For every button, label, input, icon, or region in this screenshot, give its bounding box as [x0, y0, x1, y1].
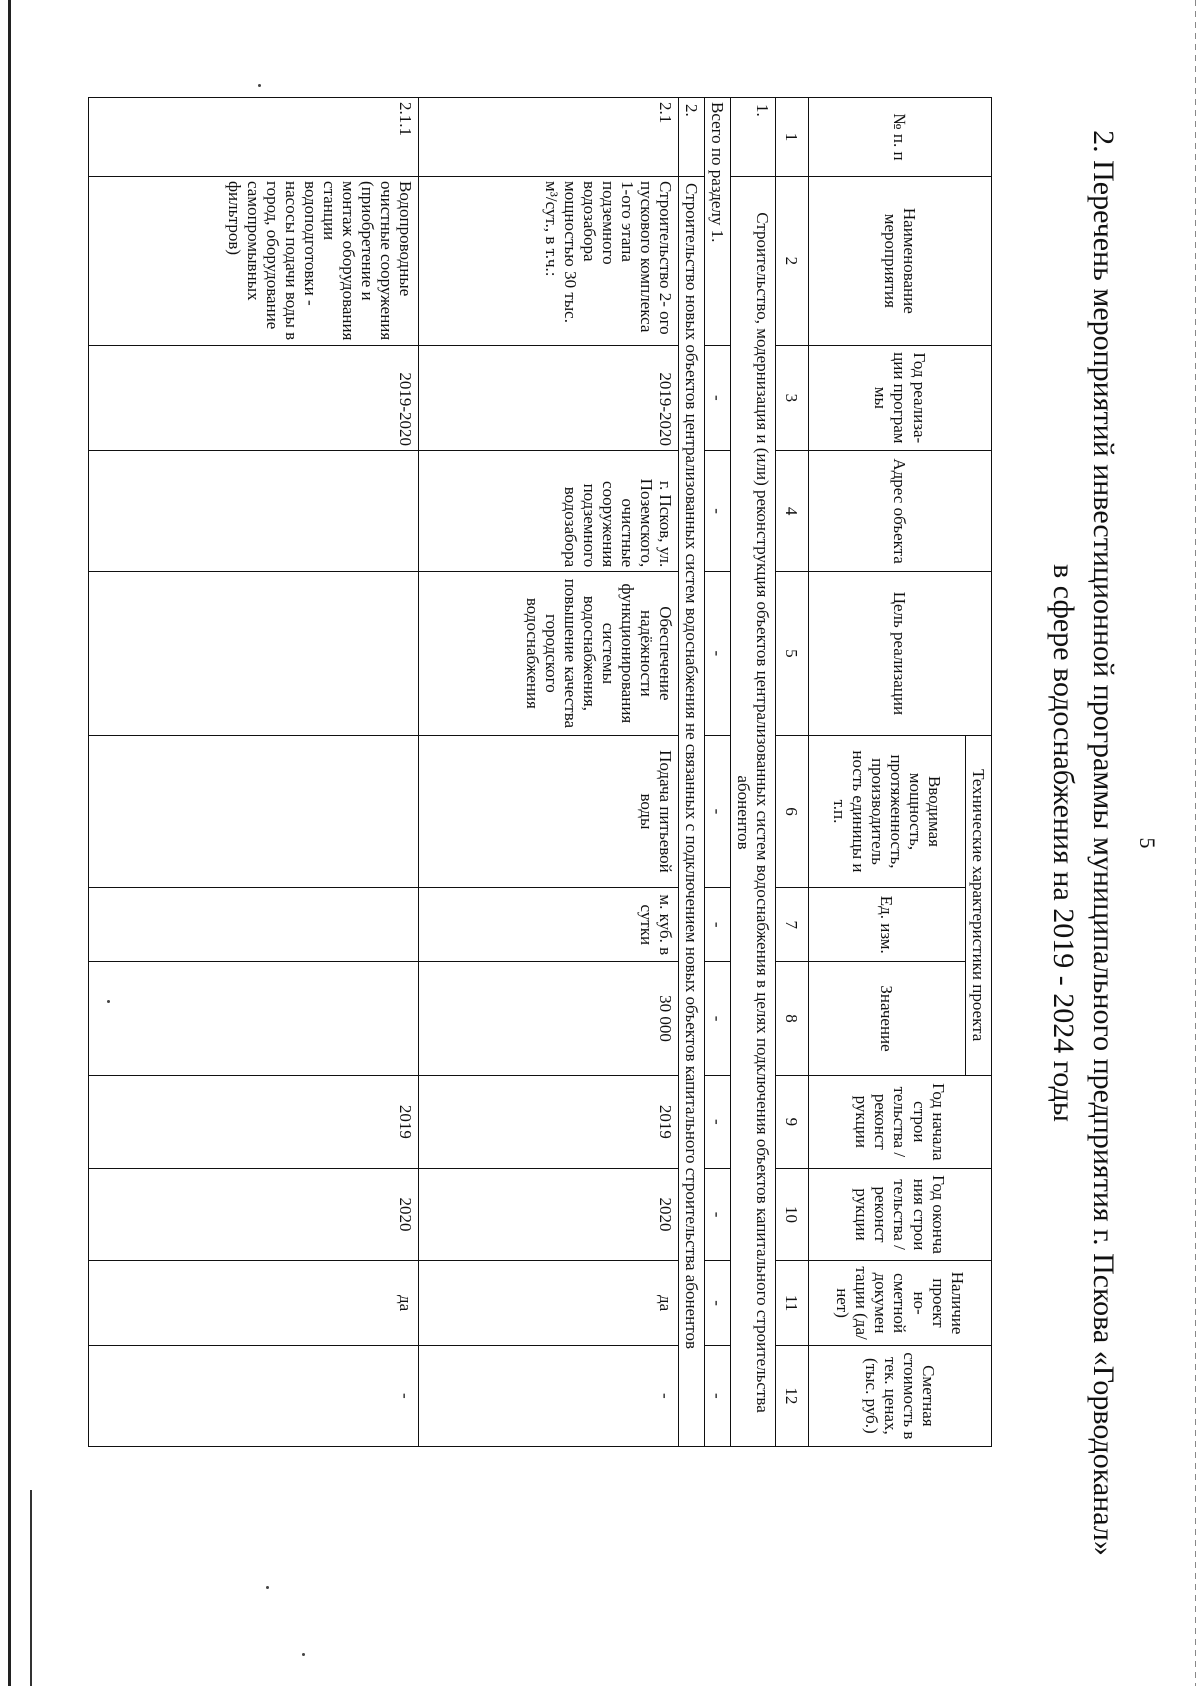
row-goal	[88, 572, 418, 735]
row-name: Водопроводные очистные сооружения (приобретение и монтаж оборудования станции водоподготовки - насосы подачи воды в город, оборудование самопромывных фильтров)	[88, 177, 418, 346]
header-num: № п. п	[808, 98, 991, 177]
column-number-row	[775, 98, 808, 1447]
column-number: 5	[775, 572, 808, 735]
header-docs: Наличие проект но-сметной докумен тации (да/нет)	[808, 1261, 991, 1345]
column-number: 4	[775, 451, 808, 572]
column-number: 6	[775, 735, 808, 888]
page-number: 5	[1135, 837, 1160, 849]
row-start: 2019	[418, 1075, 678, 1168]
section-1-title: Строительство, модернизация и (или) реконструкция объектов централизованных систем водоснабжения в целях подключения объектов капитального строительства абонентов	[730, 177, 775, 1447]
total-1-value: -	[704, 1075, 730, 1168]
row-goal: Обеспечение надёжности функционирования системы водоснабжения, повышение качества городского водоснабжения	[418, 572, 678, 735]
row-value	[88, 962, 418, 1076]
total-1-value: -	[704, 1168, 730, 1261]
document-title: 2. Перечень мероприятий инвестиционной программы муниципального предприятия г. Пскова «Горводоканал»	[1087, 130, 1120, 1556]
investment-table	[88, 97, 992, 1447]
section-2-title: Строительство новых объектов централизованных систем водоснабжения не связанных с подключением новых объектов капитального строительства абонентов	[678, 177, 704, 1447]
column-number: 12	[775, 1345, 808, 1446]
document-subtitle: в сфере водоснабжения на 2019 - 2024 годы	[1047, 564, 1080, 1122]
header-tech: Технические характеристики проекта	[965, 735, 991, 1075]
header-row	[965, 98, 991, 1447]
total-1-value: -	[704, 572, 730, 735]
header-capacity: Вводимая мощность, протяженность, производитель ность единицы и т.п.	[808, 735, 965, 888]
row-docs: да	[418, 1261, 678, 1345]
row-capacity: Подача питьевой воды	[418, 735, 678, 888]
table-row	[88, 98, 418, 1447]
row-end: 2020	[418, 1168, 678, 1261]
row-docs: да	[88, 1261, 418, 1345]
row-end: 2020	[88, 1168, 418, 1261]
row-year: 2019-2020	[418, 345, 678, 450]
column-number: 2	[775, 177, 808, 346]
row-num: 2.1.1	[88, 98, 418, 177]
total-1-value: -	[704, 962, 730, 1076]
total-1-value: -	[704, 735, 730, 888]
section-1-num: 1.	[730, 98, 775, 177]
total-1-value: -	[704, 1261, 730, 1345]
row-value: 30 000	[418, 962, 678, 1076]
total-1-row	[704, 98, 730, 1447]
column-number: 10	[775, 1168, 808, 1261]
row-unit	[88, 888, 418, 962]
row-address	[88, 451, 418, 572]
header-end: Год оконча ния строи тельства /реконст рукции	[808, 1168, 991, 1261]
row-unit: м. куб. в сутки	[418, 888, 678, 962]
column-number: 1	[775, 98, 808, 177]
row-cost: -	[88, 1345, 418, 1446]
table-row	[418, 98, 678, 1447]
total-1-value: -	[704, 888, 730, 962]
header-goal: Цель реализации	[808, 572, 991, 735]
header-year: Год реализа-ции програм мы	[808, 345, 991, 450]
column-number: 8	[775, 962, 808, 1076]
header-start: Год начала строи тельства /реконст рукции	[808, 1075, 991, 1168]
column-number: 11	[775, 1261, 808, 1345]
row-start: 2019	[88, 1075, 418, 1168]
row-capacity	[88, 735, 418, 888]
section-1-row	[730, 98, 775, 1447]
total-1-label: Всего по разделу 1.	[704, 98, 730, 346]
column-number: 7	[775, 888, 808, 962]
header-name: Наименование мероприятия	[808, 177, 991, 346]
header-cost: Сметная стоимость в тек. ценах, (тыс. руб.)	[808, 1345, 991, 1446]
row-num: 2.1	[418, 98, 678, 177]
row-year: 2019-2020	[88, 345, 418, 450]
column-number: 9	[775, 1075, 808, 1168]
header-address: Адрес объекта	[808, 451, 991, 572]
row-cost: -	[418, 1345, 678, 1446]
total-1-value: -	[704, 345, 730, 450]
total-1-value: -	[704, 451, 730, 572]
header-value: Значение	[808, 962, 965, 1076]
section-2-num: 2.	[678, 98, 704, 177]
header-unit: Ед. изм.	[808, 888, 965, 962]
investment-table-wrapper	[0, 97, 992, 1607]
row-name: Строительство 2- ого пускового комплекса 1-ого этапа подземного водозабора мощностью 30 тыс. м³/сут., в т.ч.:	[418, 177, 678, 346]
column-number: 3	[775, 345, 808, 450]
section-2-row	[678, 98, 704, 1447]
row-address: г. Псков, ул. Поземского, очистные сооружения подземного водозабора	[418, 451, 678, 572]
total-1-value: -	[704, 1345, 730, 1446]
